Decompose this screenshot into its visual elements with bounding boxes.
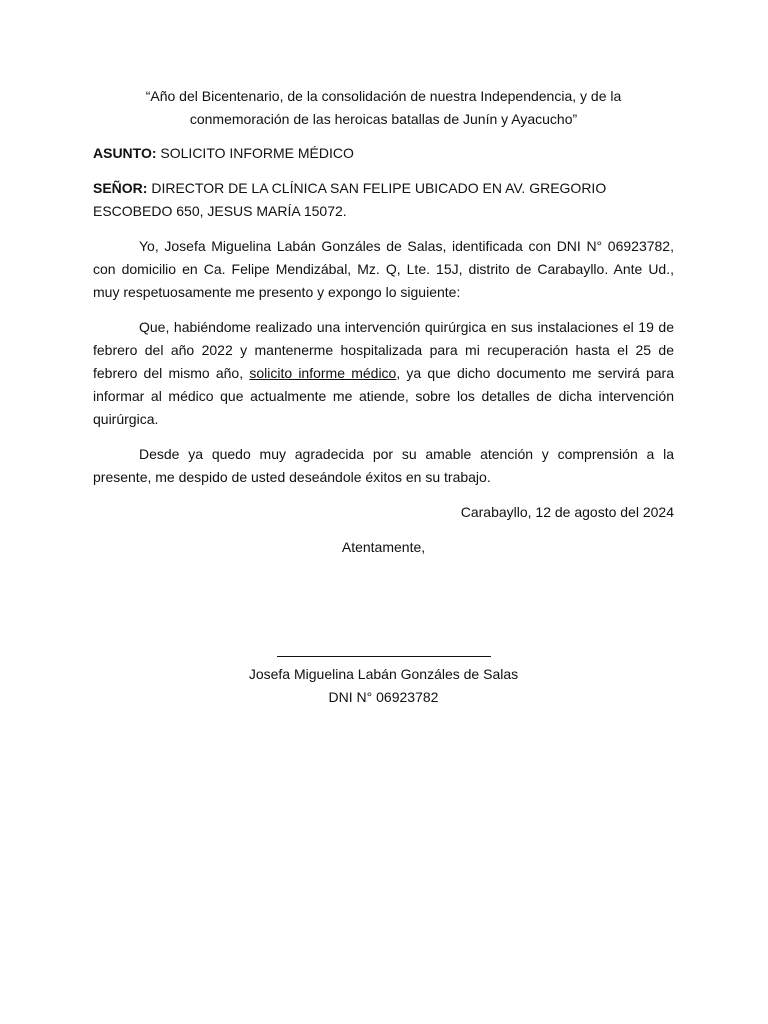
request-underlined-phrase: solicito informe médico	[249, 365, 397, 381]
subject-line	[93, 142, 674, 165]
subject-value: SOLICITO INFORME MÉDICO	[156, 145, 354, 161]
year-motto-line-1: “Año del Bicentenario, de la consolidación de nuestra Independencia, y de la	[145, 88, 622, 104]
year-motto	[93, 85, 674, 131]
paragraph-request-start: Que, habiéndome realizado una intervención quirúrgica en sus instalaciones el 19 de febrero del año 2022 y mantenerme hospitalizada para mi recuperación hasta el 25 de febrero del mismo año,	[93, 319, 674, 381]
signature-line	[277, 656, 491, 657]
paragraph-introduction: Yo, Josefa Miguelina Labán Gonzáles de Salas, identificada con DNI N° 06923782, con domicilio en Ca. Felipe Mendizábal, Mz. Q, Lte. 15J, distrito de Carabayllo. Ante Ud., muy respetuosamente me presento y expongo lo siguiente:	[93, 238, 674, 300]
addressee-value: DIRECTOR DE LA CLÍNICA SAN FELIPE UBICADO EN AV. GREGORIO ESCOBEDO 650, JESUS MARÍA 15072.	[93, 180, 607, 219]
year-motto-line-2: conmemoración de las heroicas batallas de Junín y Ayacucho”	[189, 111, 578, 127]
addressee-label: SEÑOR:	[93, 180, 148, 196]
closing-salutation: Atentamente,	[341, 539, 426, 555]
paragraph-request	[93, 316, 674, 431]
paragraph-closing-thanks: Desde ya quedo muy agradecida por su amable atención y comprensión a la presente, me despido de usted deseándole éxitos en su trabajo.	[93, 446, 674, 485]
signatory-name: Josefa Miguelina Labán Gonzáles de Salas	[248, 666, 519, 682]
paragraph-request-end: , ya que dicho documento me servirá para informar al médico que actualmente me atiende, sobre los detalles de dicha intervención quirúrgica.	[93, 365, 674, 427]
signatory-id: DNI N° 06923782	[328, 689, 439, 705]
letter-page	[93, 85, 674, 709]
addressee-line	[93, 177, 674, 223]
place-date: Carabayllo, 12 de agosto del 2024	[460, 504, 674, 520]
subject-label: ASUNTO:	[93, 145, 157, 161]
